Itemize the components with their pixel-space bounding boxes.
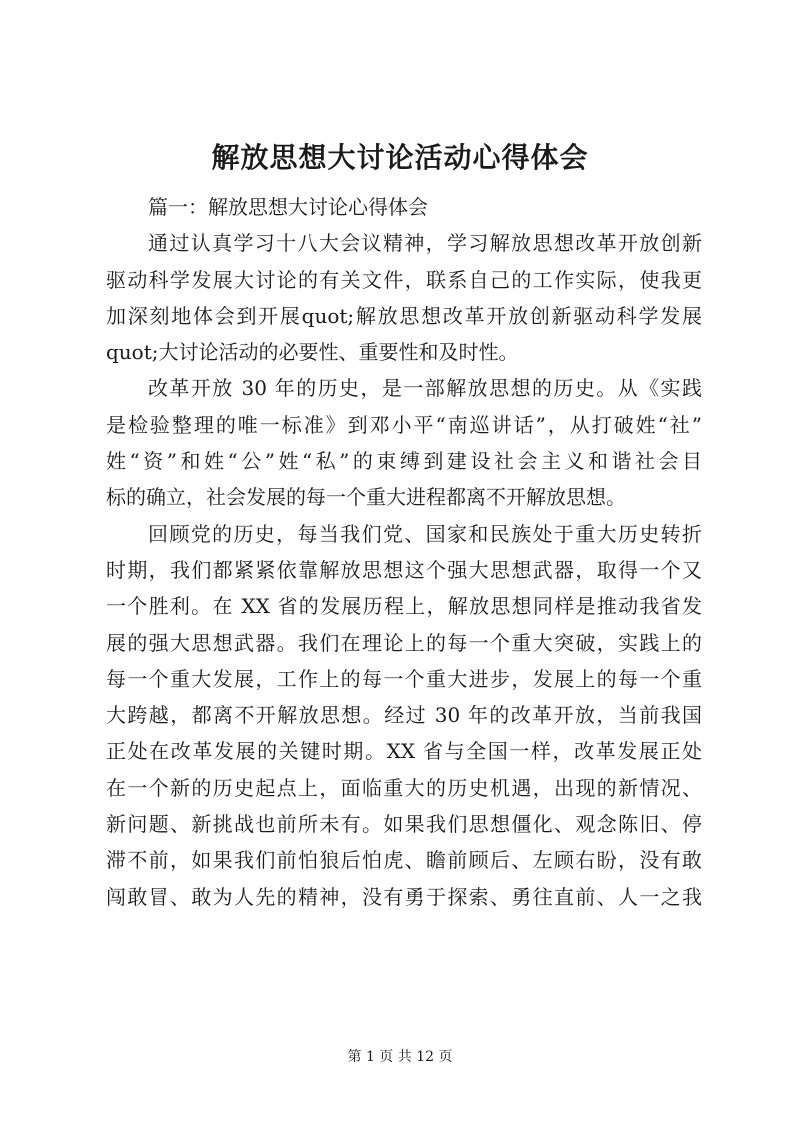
paragraph-line: 驱动科学发展大讨论的有关文件，联系自己的工作实际，使我更 <box>106 267 702 292</box>
paragraph-line: 加深刻地体会到开展quot;解放思想改革开放创新驱动科学发展 <box>106 303 702 328</box>
document-title: 解放思想大讨论活动心得体会 <box>211 141 589 174</box>
paragraph-line: quot;大讨论活动的必要性、重要性和及时性。 <box>106 340 519 365</box>
section-heading: 篇一：解放思想大讨论心得体会 <box>148 195 428 219</box>
paragraph-line: 回顾党的历史，每当我们党、国家和民族处于重大历史转折 <box>148 521 702 546</box>
paragraph-line: 闯敢冒、敢为人先的精神，没有勇于探索、勇往直前、人一之我 <box>106 884 702 909</box>
paragraph-line: 在一个新的历史起点上，面临重大的历史机遇，出现的新情况、 <box>106 775 702 800</box>
paragraph-line: 大跨越，都离不开解放思想。经过 30 年的改革开放，当前我国 <box>106 703 702 728</box>
page-number-footer: 第 1 页 共 12 页 <box>347 1049 453 1065</box>
paragraph-line: 时期，我们都紧紧依靠解放思想这个强大思想武器，取得一个又 <box>106 557 702 582</box>
paragraph-line: 新问题、新挑战也前所未有。如果我们思想僵化、观念陈旧、停 <box>106 812 702 837</box>
paragraph-line: 通过认真学习十八大会议精神，学习解放思想改革开放创新 <box>148 231 702 256</box>
paragraph-line: 每一个重大发展，工作上的每一个重大进步，发展上的每一个重 <box>106 666 702 691</box>
paragraph-line: 展的强大思想武器。我们在理论上的每一个重大突破，实践上的 <box>106 630 702 655</box>
paragraph-line: 正处在改革发展的关键时期。XX 省与全国一样，改革发展正处 <box>106 739 702 764</box>
paragraph-line: 姓“资”和姓“公”姓“私”的束缚到建设社会主义和谐社会目 <box>106 449 702 474</box>
paragraph-line: 是检验整理的唯一标准》到邓小平“南巡讲话”，从打破姓“社” <box>106 412 702 437</box>
paragraph-line: 标的确立，社会发展的每一个重大进程都离不开解放思想。 <box>106 485 626 510</box>
paragraph-line: 一个胜利。在 XX 省的发展历程上，解放思想同样是推动我省发 <box>106 594 702 619</box>
paragraph-line: 改革开放 30 年的历史，是一部解放思想的历史。从《实践 <box>148 376 702 401</box>
paragraph-line: 滞不前，如果我们前怕狼后怕虎、瞻前顾后、左顾右盼，没有敢 <box>106 848 702 873</box>
document-body <box>106 189 702 915</box>
